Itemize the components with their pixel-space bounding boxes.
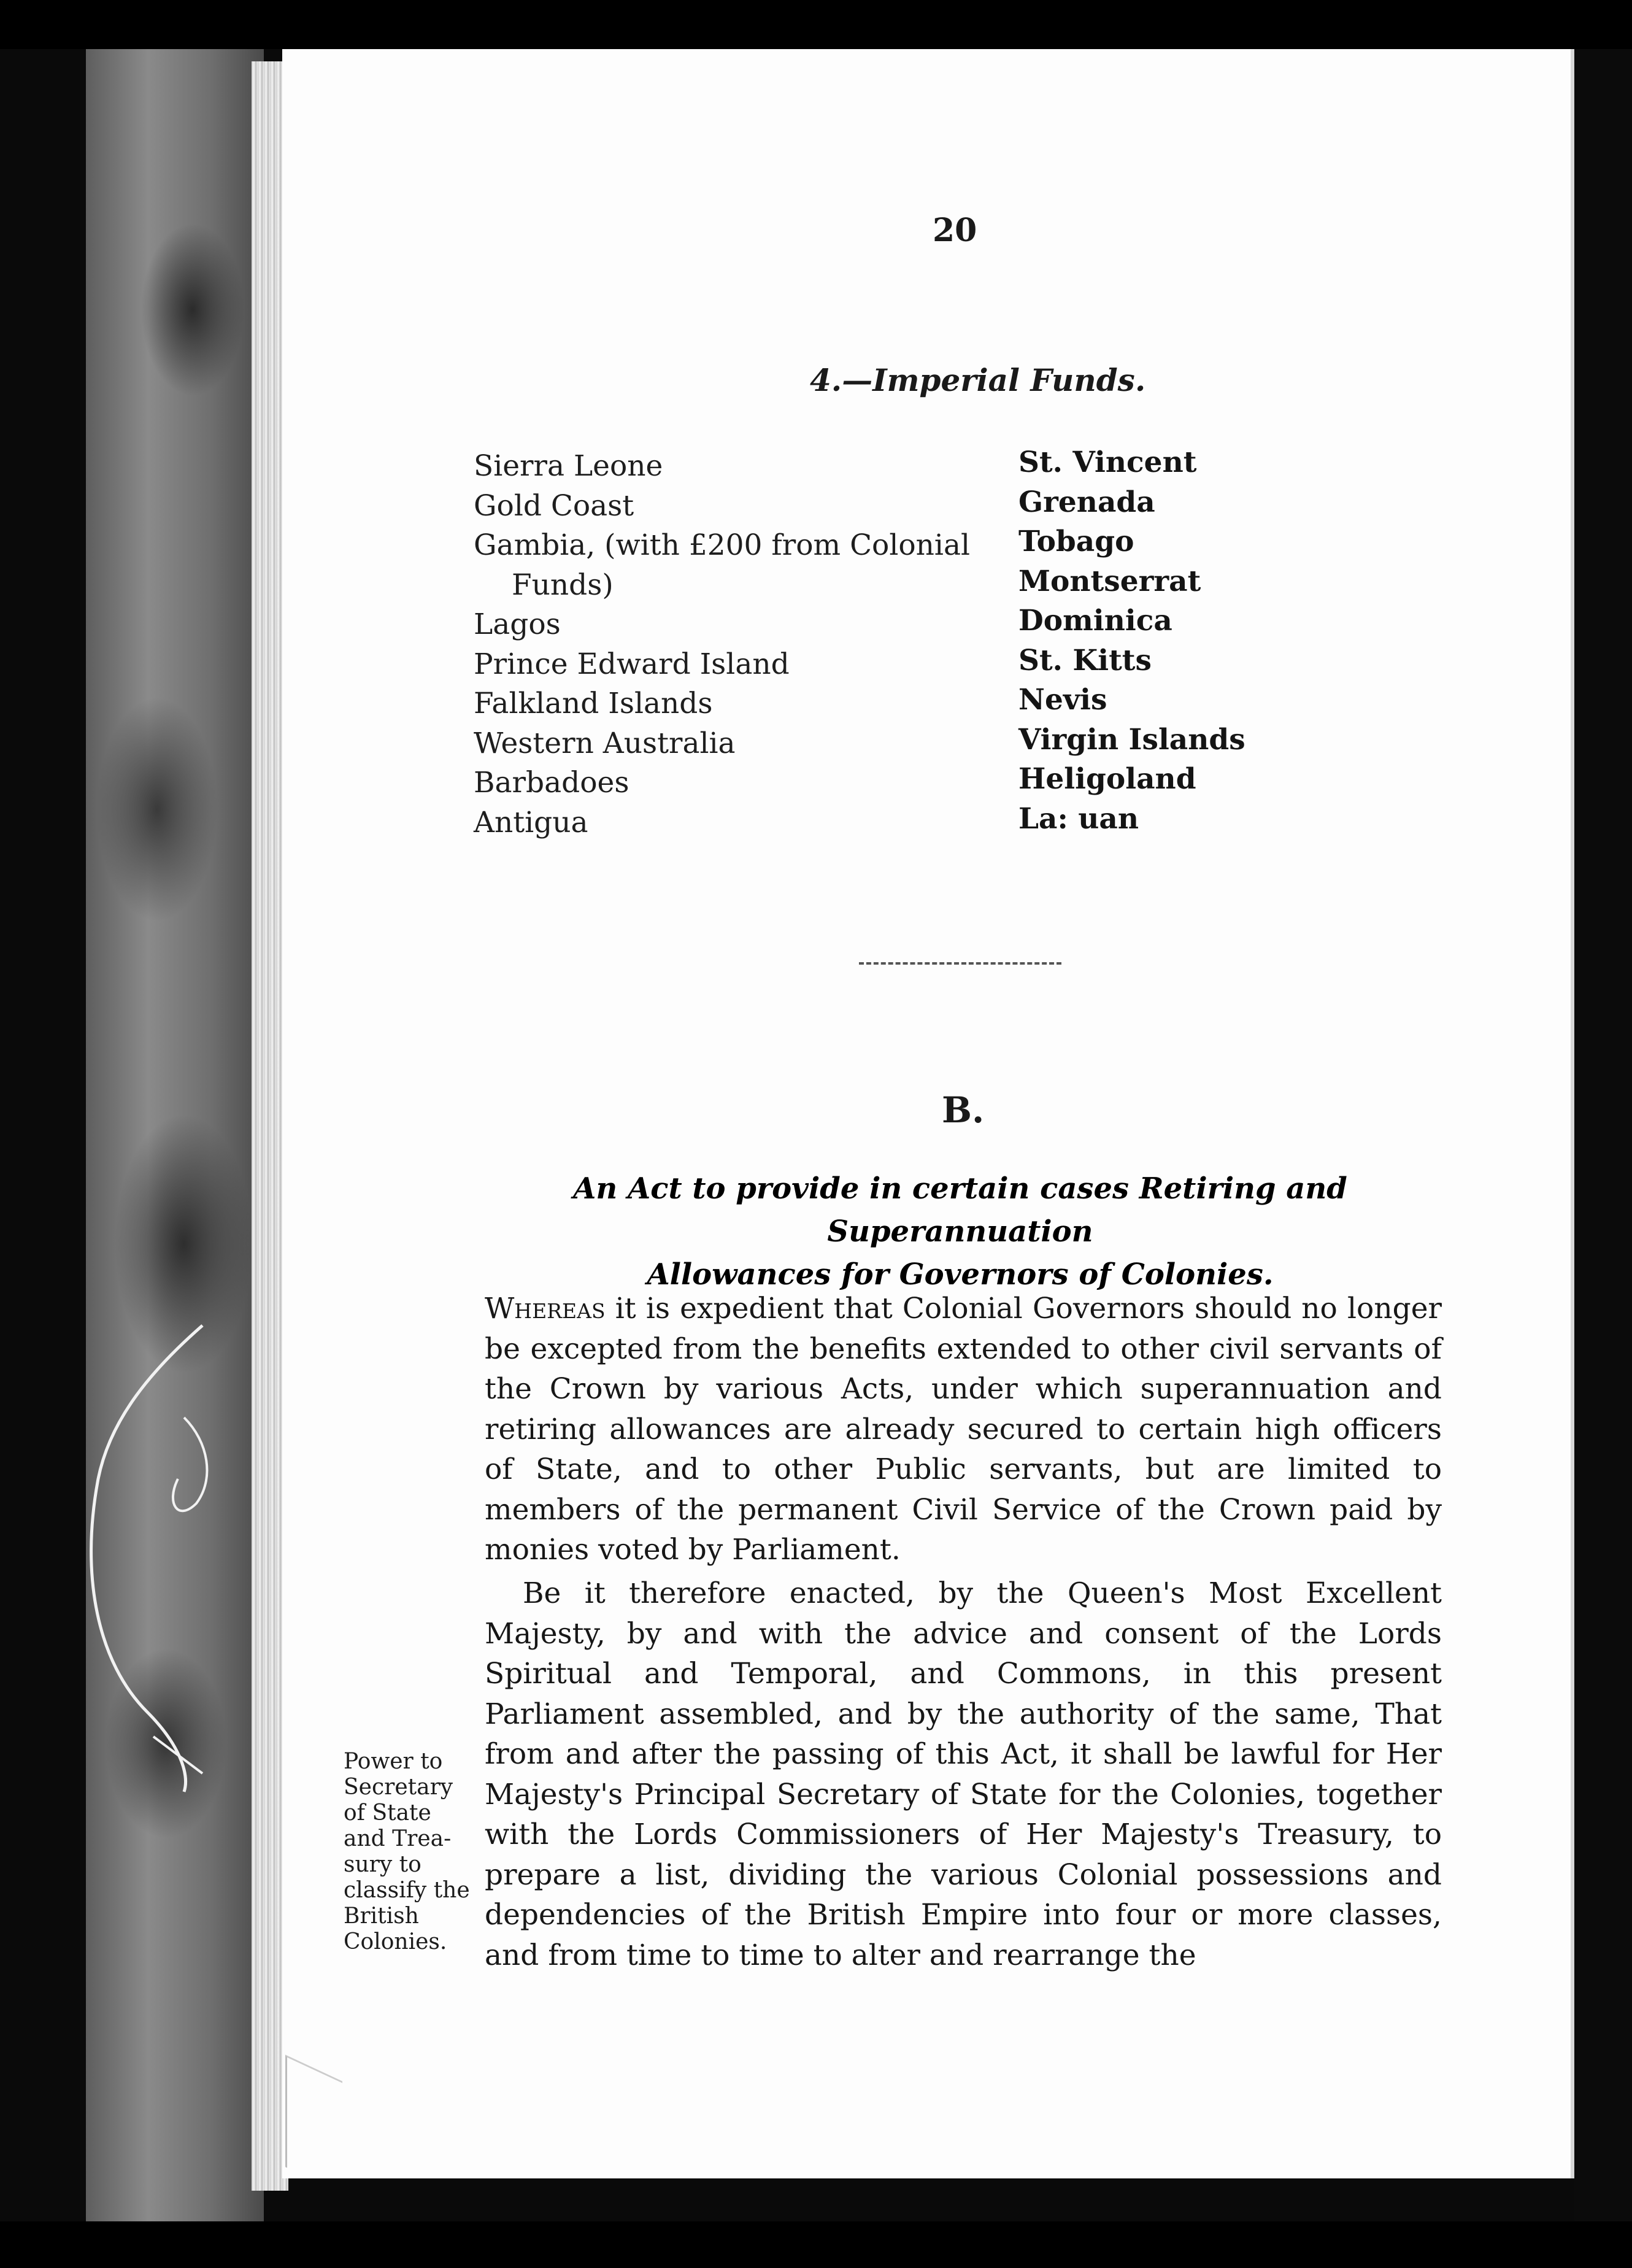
- schedule-heading: B.: [942, 1089, 985, 1131]
- marginal-note-line: and Trea-: [344, 1826, 452, 1851]
- colony-item: Heligoland: [1018, 762, 1196, 796]
- marginal-note-line: Power to: [344, 1749, 443, 1774]
- marginal-note-line: of State: [344, 1800, 431, 1826]
- colony-item: Sierra Leone: [474, 449, 663, 483]
- act-title-line: Allowances for Governors of Colonies.: [647, 1257, 1274, 1292]
- marginal-note-line: British: [344, 1904, 419, 1929]
- film-edge-top: [0, 0, 1632, 49]
- colony-item: St. Vincent: [1018, 446, 1197, 479]
- enacting-paragraph: Be it therefore enacted, by the Queen's Most Excellent Majesty, by and with the advice and consent of the Lords Spiritual and Temporal, and Commons, in this present Parliament assembled, and by the authority of the same, That from and after the passing of this Act, it shall be lawful for Her Majesty's Principal Secretary of State for the Colonies, together with the Lords Commissioners of Her Majesty's Treasury, to prepare a list, dividing the various Colonial possessions and dependencies of the British Empire into four or more classes, and from time to time to alter and rearrange the: [485, 1576, 1442, 1972]
- colony-item: Gambia, (with £200 from Colonial: [474, 528, 971, 562]
- book-binding: [86, 49, 264, 2221]
- marginal-note-line: sury to: [344, 1852, 421, 1877]
- act-title: [485, 1167, 1436, 1296]
- colony-item: Falkland Islands: [474, 687, 713, 720]
- film-edge-bottom: [0, 2221, 1632, 2268]
- act-title-line: An Act to provide in certain cases Retiring and Superannuation: [573, 1171, 1347, 1249]
- colony-item: St. Kitts: [1018, 643, 1152, 677]
- colony-list-left: [474, 447, 970, 843]
- colony-item: Virgin Islands: [1018, 722, 1245, 757]
- binding-thread-icon: [61, 1319, 221, 1798]
- colony-item-continuation: Funds): [512, 568, 614, 602]
- marginal-note: [344, 1749, 472, 1955]
- preamble-lead-word: Whereas: [485, 1292, 606, 1325]
- colony-item: La: uan: [1018, 801, 1139, 836]
- colony-item: Montserrat: [1018, 564, 1201, 598]
- colony-item: Lagos: [474, 608, 561, 641]
- colony-item: Barbadoes: [474, 766, 629, 800]
- page-number: 20: [933, 212, 977, 249]
- section-title: 4.—Imperial Funds.: [810, 362, 1146, 398]
- colony-item: Prince Edward Island: [474, 647, 790, 681]
- colony-item: Dominica: [1018, 604, 1172, 638]
- colony-item: Nevis: [1018, 683, 1107, 717]
- marginal-note-line: classify the: [344, 1878, 470, 1903]
- colony-item: Tobago: [1018, 525, 1134, 558]
- colony-item: Gold Coast: [474, 488, 634, 523]
- film-edge-right: [1574, 49, 1632, 2221]
- colony-item: Western Australia: [474, 726, 736, 760]
- colony-item: Antigua: [474, 805, 588, 839]
- marginal-note-line: Colonies.: [344, 1929, 447, 1954]
- colony-item: Grenada: [1018, 485, 1155, 519]
- section-divider: [859, 962, 1061, 965]
- preamble-text: it is expedient that Colonial Governors should no longer be excepted from the benefits extended to other civil servants of the Crown by various Acts, under which superannuation and retiring allowances are already secured to certain high officers of State, and to other Public servants, but are limited to members of the permanent Civil Service of the Crown paid by monies voted by Parliament.: [485, 1292, 1442, 1567]
- marginal-note-line: Secretary: [344, 1775, 453, 1800]
- preamble-paragraph: [485, 1289, 1442, 1570]
- colony-list-right: [1018, 443, 1245, 839]
